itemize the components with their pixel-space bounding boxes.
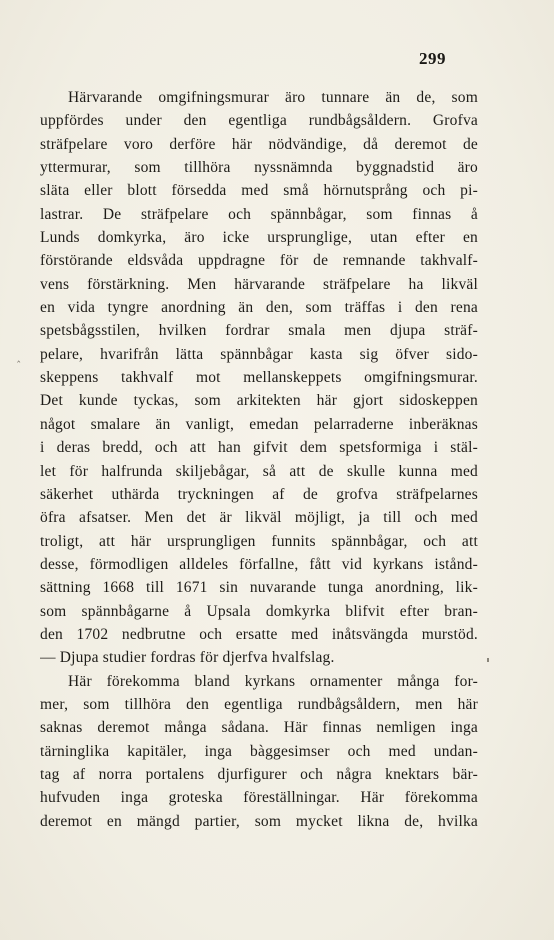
text-line: släta eller blott försedda med små hörnutsprång och pi- xyxy=(40,182,478,200)
text-line: deremot en mängd partier, som mycket likna de, hvilka xyxy=(40,812,478,830)
text-line: skeppens takhvalf mot mellanskeppets omgifningsmurar. xyxy=(40,369,478,387)
text-line: en vida tyngre anordning än den, som träffas i den rena xyxy=(40,299,478,317)
text-line: tärninglika kapitäler, inga bàggesimser och med undan- xyxy=(40,742,478,760)
text-line: som spännbågarne å Upsala domkyrka blifvit efter bran- xyxy=(40,602,478,620)
text-line: yttermurar, som tillhöra nyssnämnda byggnadstid äro xyxy=(40,159,478,177)
text-line: säkerhet uthärda tryckningen af de grofva sträfpelarnes xyxy=(40,485,478,503)
text-line: tag af norra portalens djurfigurer och några knektars bär- xyxy=(40,765,478,783)
text-line: mer, som tillhöra den egentliga rundbågsåldern, men här xyxy=(40,695,478,713)
text-line: — Djupa studier fordras för djerfva hvalfslag. xyxy=(40,649,335,667)
text-line: saknas deremot många sådana. Här finnas nemligen inga xyxy=(40,719,478,737)
text-line: något smalare än vanligt, emedan pelarraderne inberäknas xyxy=(40,415,478,433)
text-line: Lunds domkyrka, äro icke ursprunglige, utan efter en xyxy=(40,229,478,247)
text-line: let för halfrunda skiljebågar, så att de skulle kunna med xyxy=(40,462,478,480)
text-line: sättning 1668 till 1671 sin nuvarande tunga anordning, lik- xyxy=(40,579,478,597)
text-line: den 1702 nedbrutne och ersatte med inåtsvängda murstöd. xyxy=(40,625,478,643)
text-line: Här förekomma bland kyrkans ornamenter många for- xyxy=(68,672,478,690)
text-line: öfra afsatser. Men det är likväl möjligt, ja till och med xyxy=(40,509,478,527)
text-line: desse, förmodligen alldeles förfallne, fått vid kyrkans istånd- xyxy=(40,555,478,573)
ink-speck xyxy=(487,658,489,662)
text-line: troligt, att här ursprungligen funnits spännbågar, och att xyxy=(40,532,478,550)
text-line: Det kunde tyckas, som arkitekten här gjort sidoskeppen xyxy=(40,392,478,410)
text-line: vens förstärkning. Men härvarande sträfpelare ha likväl xyxy=(40,275,478,293)
text-line: sträfpelare voro derföre här nödvändige, då deremot de xyxy=(40,135,478,153)
text-line: förstörande eldsvåda uppdragne för de remnande takhvalf- xyxy=(40,252,478,270)
text-line: i deras bredd, och att han gifvit dem spetsformiga i stäl- xyxy=(40,439,478,457)
text-line: Härvarande omgifningsmurar äro tunnare än de, som xyxy=(68,89,478,106)
text-line: lastrar. De sträfpelare och spännbågar, som finnas å xyxy=(40,205,478,223)
text-line: pelare, hvarifrån lätta spännbågar kasta sig öfver sido- xyxy=(40,345,478,363)
page-number: 299 xyxy=(419,49,446,68)
margin-mark: ‸ xyxy=(17,352,21,363)
text-line: spetsbågsstilen, hvilken fordrar smala men djupa sträf- xyxy=(40,322,478,340)
text-line: hufvuden inga groteska föreställningar. Här förekomma xyxy=(40,789,478,807)
text-line: uppfördes under den egentliga rundbågsåldern. Grofva xyxy=(40,112,478,130)
body-text xyxy=(40,86,478,833)
